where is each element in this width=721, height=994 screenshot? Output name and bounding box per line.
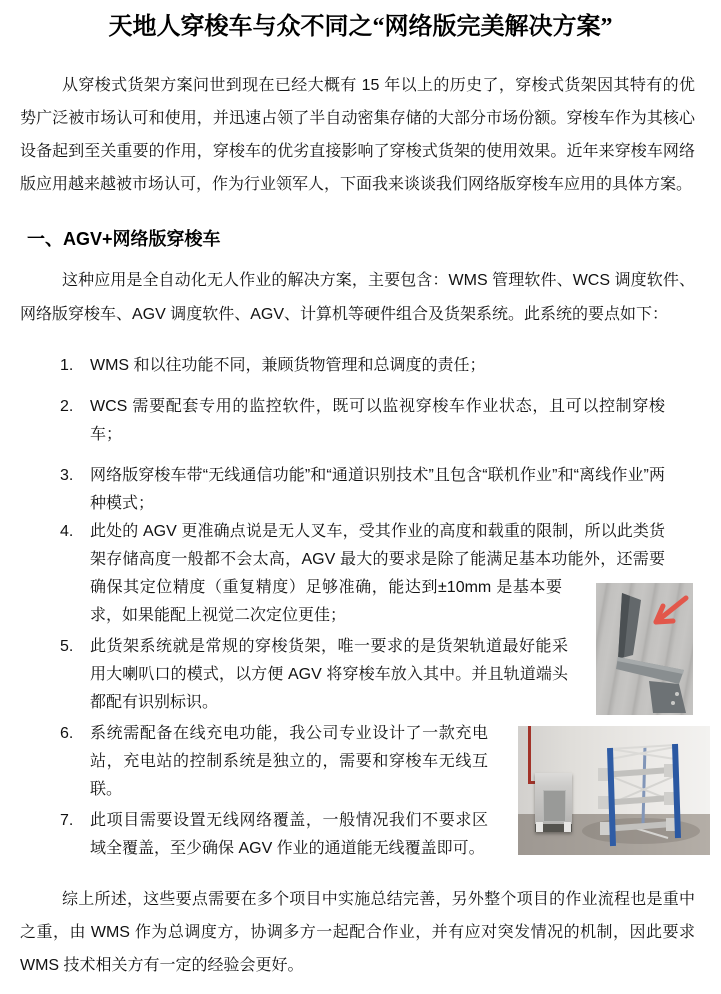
rack-left-post: [610, 748, 613, 846]
bracket-illustration: [596, 583, 693, 715]
rail-flare-bracket-photo: [596, 583, 693, 715]
list-item-text: WCS 需要配套专用的监控软件，既可以监视穿梭车作业状态，且可以控制穿梭车；: [90, 398, 665, 443]
charging-station-photo: [518, 726, 710, 855]
bracket-hole: [671, 701, 675, 705]
section-heading: 一、AGV+网络版穿梭车: [27, 229, 221, 249]
document-title: 天地人穿梭车与众不同之“网络版完美解决方案”: [108, 14, 613, 40]
list-item-number: 7.: [60, 812, 74, 829]
list-item-text: 此处的 AGV 更准确点说是无人叉车，受其作业的高度和载重的限制，所以此类货架存储高度一般都不会太高，AGV 最大的要求是除了能满足基本功能外，还需要: [90, 523, 665, 568]
list-item-number: 4.: [60, 523, 74, 540]
list-item-number: 6.: [60, 725, 74, 742]
list-item-text: 网络版穿梭车带“无线通信功能”和“通道识别技术”且包含“联机作业”和“离线作业”两种模式；: [90, 467, 665, 512]
list-item-text: 此项目需要设置无线网络覆盖，一般情况我们不要求区域全覆盖，至少确保 AGV 作业的通道能无线覆盖即可。: [90, 812, 488, 857]
rack-rear-post: [643, 746, 645, 824]
bracket-lower-plate: [649, 681, 686, 713]
list-item-text: 确保其定位精度（重复精度）足够准确，能达到±10mm 是基本要求，如果能配上视觉二次定位更佳；: [90, 579, 562, 624]
rack-top-braces: [610, 745, 675, 759]
list-item-1: [60, 352, 721, 380]
list-item-number: 1.: [60, 357, 74, 374]
list-item-number: 3.: [60, 467, 74, 484]
list-item-number: 2.: [60, 398, 74, 415]
conclusion-paragraph: 综上所述，这些要点需要在多个项目中实施总结完善，另外整个项目的作业流程也是重中之重，由 WMS 作为总调度方，协调多方一起配合作业，并有应对突发情况的机制，因此要求 WMS 技术相关方有一定的经验会更好。: [20, 891, 695, 974]
list-item-text: 系统需配备在线充电功能，我公司专业设计了一款充电站，充电站的控制系统是独立的，需要和穿梭车无线互联。: [90, 725, 488, 798]
rack-right-post: [675, 744, 678, 838]
list-item-text: 此货架系统就是常规的穿梭货架，唯一要求的是货架轨道最好能采用大喇叭口的模式，以方便 AGV 将穿梭车放入其中。并且轨道端头都配有识别标识。: [90, 638, 568, 711]
red-arrow-icon: [656, 598, 686, 622]
list-item-2: [60, 393, 721, 449]
bracket-hole: [675, 692, 679, 696]
section-intro-paragraph: 这种应用是全自动化无人作业的解决方案，主要包含：WMS 管理软件、WCS 调度软件、网络版穿梭车、AGV 调度软件、AGV、计算机等硬件组合及货架系统。此系统的要点如下：: [20, 272, 695, 323]
rack-illustration: [518, 726, 710, 855]
list-item-number: 5.: [60, 638, 74, 655]
list-item-text: WMS 和以往功能不同，兼顾货物管理和总调度的责任；: [90, 357, 486, 374]
list-item-3: [60, 462, 721, 518]
intro-paragraph: 从穿梭式货架方案问世到现在已经大概有 15 年以上的历史了，穿梭式货架因其特有的优势广泛被市场认可和使用，并迅速占领了半自动密集存储的大部分市场份额。穿梭车作为其核心设备起到至关重要的作用，穿梭车的优劣直接影响了穿梭式货架的使用效果。近年来穿梭车网络版应用越来越被市场认可，作为行业领军人，下面我来谈谈我们网络版穿梭车应用的具体方案。: [20, 77, 695, 193]
